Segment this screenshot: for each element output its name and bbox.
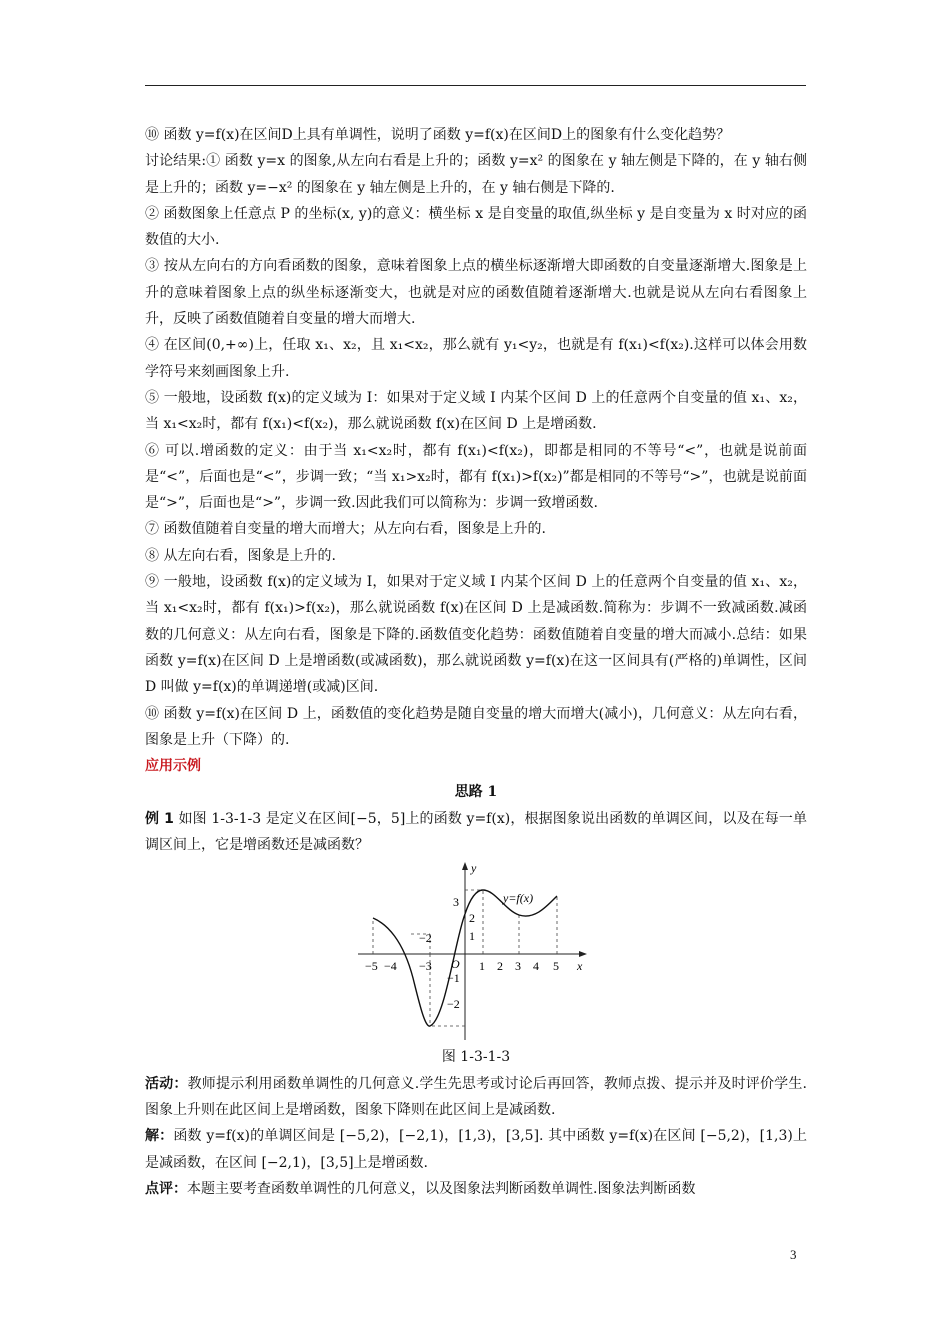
- y-tick-label: 1: [469, 929, 475, 944]
- example-label: 例 1: [145, 810, 174, 827]
- example-paragraph: [145, 806, 807, 859]
- paragraph: ⑩ 函数 y=f(x)在区间D上具有单调性，说明了函数 y=f(x)在区间D上的图象有什么变化趋势？: [145, 127, 731, 143]
- x-axis-arrow-icon: [579, 951, 587, 957]
- paragraph: ④ 在区间(0,+∞)上，任取 x₁、x₂，且 x₁<x₂，那么就有 y₁<y₂，也就是有 f(x₁)<f(x₂).这样可以体会用数学符号来刻画图象上升.: [145, 337, 807, 380]
- section-heading: 应用示例: [145, 758, 201, 775]
- y-tick-label: 2: [469, 911, 475, 926]
- x-tick-label: −3: [419, 959, 432, 974]
- subheading: 思路 1: [454, 784, 498, 801]
- x-tick-label: 2: [497, 959, 503, 974]
- y-tick-label: −1: [447, 971, 460, 986]
- solution-text: 函数 y=f(x)的单调区间是 [−5,2)，[−2,1)，[1,3)，[3,5]. 其中函数 y=f(x)在区间 [−5,2)，[1,3)上是减函数，在区间 [−2,1)，[3,5]上是增函数.: [145, 1128, 808, 1171]
- y-tick-label: −2: [447, 997, 460, 1012]
- paragraph: ⑧ 从左向右看，图象是上升的.: [145, 547, 336, 564]
- solution-paragraph: [145, 1123, 807, 1176]
- example-text: 如图 1-3-1-3 是定义在区间[−5，5]上的函数 y=f(x)，根据图象说出函数的单调区间，以及在每一单调区间上，它是增函数还是减函数？: [145, 810, 808, 854]
- function-graph-figure: [145, 858, 807, 1044]
- page-number: 3: [790, 1247, 797, 1262]
- header-rule: [145, 85, 806, 86]
- page-content: [145, 122, 807, 1202]
- figure-caption: 图 1-3-1-3: [441, 1049, 511, 1066]
- paragraph: ⑩ 函数 y=f(x)在区间 D 上，函数值的变化趋势是随自变量的增大而增大(减小)，几何意义：从左向右看，图象是上升（下降）的.: [145, 705, 807, 748]
- paragraph: ② 函数图象上任意点 P 的坐标(x, y)的意义：横坐标 x 是自变量的取值,纵坐标 y 是自变量为 x 时对应的函数值的大小.: [145, 205, 807, 249]
- y-axis-arrow-icon: [462, 862, 468, 870]
- x-tick-label: 3: [515, 959, 521, 974]
- x-tick-label: 5: [553, 959, 559, 974]
- paragraph: ⑥ 可以.增函数的定义：由于当 x₁<x₂时，都有 f(x₁)<f(x₂)，即都是相同的不等号“<”，也就是说前面是“<”，后面也是“<”，步调一致；“当 x₁>x₂时，都有 f(x₁)>f(x₂)”都是相同的不等号“>”，也就是说前面是“>”，后面也是“>”，步调一致.因此我们可以简称为：步调一致增函数.: [145, 442, 807, 512]
- paragraph: 讨论结果:① 函数 y=x 的图象,从左向右看是上升的；函数 y=x² 的图象在 y 轴左侧是下降的，在 y 轴右侧是上升的；函数 y=−x² 的图象在 y 轴左侧是上升的，在 y 轴右侧是下降的.: [145, 153, 807, 196]
- x-tick-label: 1: [479, 959, 485, 974]
- y-axis-label: y: [471, 861, 477, 876]
- x-tick-label: −2: [419, 931, 432, 946]
- function-graph: [355, 860, 615, 1044]
- paragraph: ⑨ 一般地，设函数 f(x)的定义域为 I，如果对于定义域 I 内某个区间 D 上的任意两个自变量的值 x₁、x₂，当 x₁<x₂时，都有 f(x₁)>f(x₂)，那么就说函数 f(x)在区间 D 上是减函数.简称为：步调不一致减函数.减函数的几何意义：从左向右看，图象是下降的.函数值变化趋势：函数值随着自变量的增大而减小.总结：如果函数 y=f(x)在区间 D 上是增函数(或减函数)，那么就说函数 y=f(x)在这一区间具有(严格的)单调性，区间 D 叫做 y=f(x)的单调递增(或减)区间.: [145, 574, 807, 696]
- x-tick-label: 4: [533, 959, 539, 974]
- x-axis-label: x: [577, 959, 583, 974]
- curve-label: y=f(x): [503, 891, 534, 906]
- x-tick-label: −4: [384, 959, 397, 974]
- comment-paragraph: [145, 1176, 807, 1202]
- comment-text: 本题主要考查函数单调性的几何意义，以及图象法判断函数单调性.图象法判断函数: [187, 1180, 696, 1197]
- paragraph: ⑦ 函数值随着自变量的增大而增大；从左向右看，图象是上升的.: [145, 521, 546, 538]
- paragraph: ③ 按从左向右的方向看函数的图象，意味着图象上点的横坐标逐渐增大即函数的自变量逐渐增大.图象是上升的意味着图象上点的纵坐标逐渐变大，也就是对应的函数值随着逐渐增大.也就是说从左向右看图象上升，反映了函数值随着自变量的增大而增大.: [145, 258, 807, 328]
- y-tick-label: 3: [453, 895, 459, 910]
- activity-paragraph: [145, 1071, 807, 1124]
- activity-text: 教师提示利用函数单调性的几何意义.学生先思考或讨论后再回答，教师点拨、提示并及时评价学生.图象上升则在此区间上是增函数，图象下降则在此区间上是减函数.: [145, 1075, 808, 1118]
- paragraph: ⑤ 一般地，设函数 f(x)的定义域为 I：如果对于定义域 I 内某个区间 D 上的任意两个自变量的值 x₁、x₂，当 x₁<x₂时，都有 f(x₁)<f(x₂)，那么就说函数 f(x)在区间 D 上是增函数.: [145, 389, 807, 433]
- solution-label: 解：: [145, 1128, 174, 1145]
- origin-label: O: [451, 957, 460, 972]
- comment-label: 点评：: [145, 1180, 187, 1197]
- x-tick-label: −5: [365, 959, 378, 974]
- activity-label: 活动：: [145, 1075, 188, 1092]
